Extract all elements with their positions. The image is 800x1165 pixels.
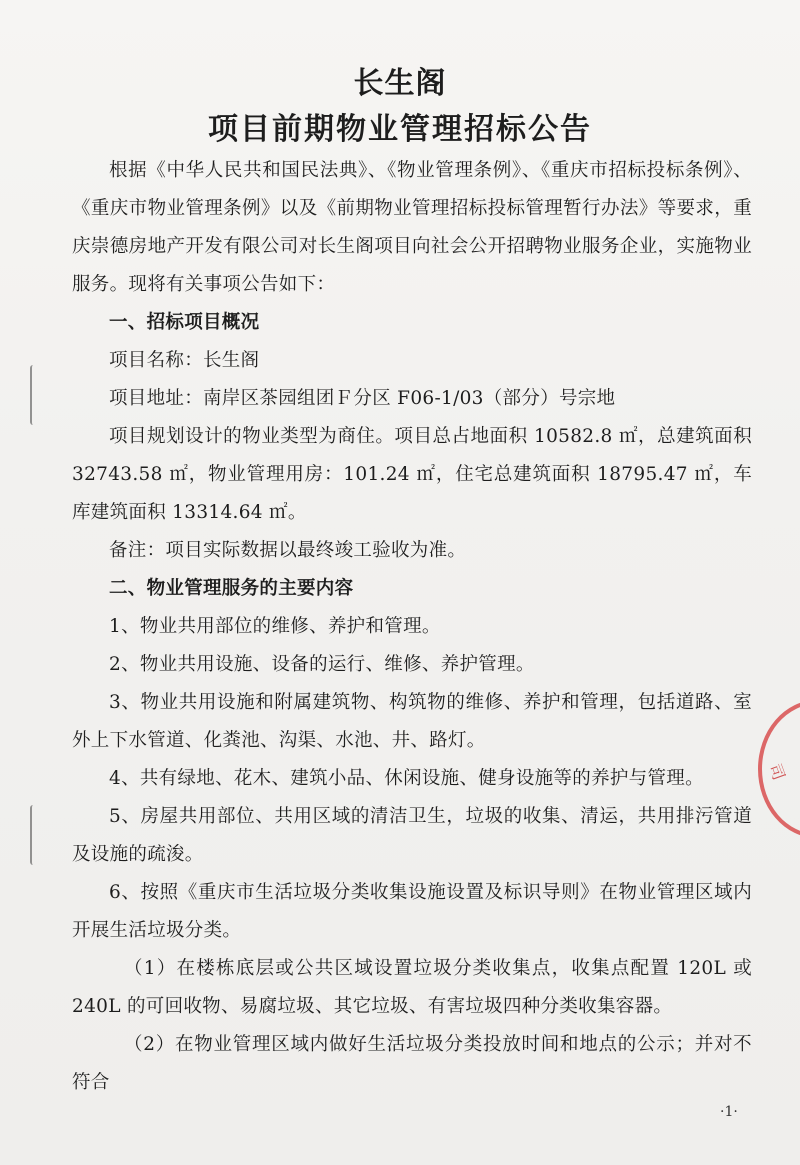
document-subtitle: 项目前期物业管理招标公告 bbox=[208, 112, 592, 147]
seal-text: 司 bbox=[765, 761, 789, 783]
section-heading: 一、招标项目概况 bbox=[109, 312, 260, 333]
paragraph: 1、物业共用部位的维修、养护和管理。 bbox=[109, 616, 441, 637]
paragraph: 项目地址：南岸区茶园组团Ｆ分区 F06-1/03（部分）号宗地 bbox=[109, 388, 616, 409]
paragraph: 2、物业共用设施、设备的运行、维修、养护管理。 bbox=[109, 654, 535, 675]
binder-mark bbox=[30, 805, 38, 865]
paragraph: 5、房屋共用部位、共用区域的清洁卫生，垃圾的收集、清运，共用排污管道及设施的疏浚。 bbox=[72, 806, 752, 865]
document-body bbox=[72, 152, 752, 1102]
paragraph: 备注：项目实际数据以最终竣工验收为准。 bbox=[109, 540, 467, 561]
page-number: ·1· bbox=[720, 1104, 738, 1120]
document-title: 长生阁 bbox=[353, 66, 447, 101]
paragraph: （2）在物业管理区域内做好生活垃圾分类投放时间和地点的公示；并对不符合 bbox=[72, 1034, 752, 1093]
paragraph: 3、物业共用设施和附属建筑物、构筑物的维修、养护和管理，包括道路、室外上下水管道、化粪池、沟渠、水池、井、路灯。 bbox=[72, 692, 752, 751]
paragraph: 根据《中华人民共和国民法典》、《物业管理条例》、《重庆市招标投标条例》、《重庆市物业管理条例》以及《前期物业管理招标投标管理暂行办法》等要求，重庆崇德房地产开发有限公司对长生阁项目向社会公开招聘物业服务企业，实施物业服务。现将有关事项公告如下： bbox=[72, 160, 752, 295]
document-header bbox=[0, 64, 800, 152]
paragraph: 项目名称：长生阁 bbox=[109, 350, 260, 371]
paragraph: 6、按照《重庆市生活垃圾分类收集设施设置及标识导则》在物业管理区域内开展生活垃圾分类。 bbox=[72, 882, 752, 941]
paragraph: （1）在楼栋底层或公共区域设置垃圾分类收集点，收集点配置 120L 或 240L 的可回收物、易腐垃圾、其它垃圾、有害垃圾四种分类收集容器。 bbox=[72, 958, 752, 1017]
section-heading: 二、物业管理服务的主要内容 bbox=[109, 578, 354, 599]
binder-mark bbox=[30, 365, 38, 425]
paragraph: 4、共有绿地、花木、建筑小品、休闲设施、健身设施等的养护与管理。 bbox=[109, 768, 704, 789]
paragraph: 项目规划设计的物业类型为商住。项目总占地面积 10582.8 ㎡，总建筑面积 32743.58 ㎡，物业管理用房：101.24 ㎡，住宅总建筑面积 18795.47 ㎡，车库建筑面积 13314.64 ㎡。 bbox=[72, 426, 752, 523]
